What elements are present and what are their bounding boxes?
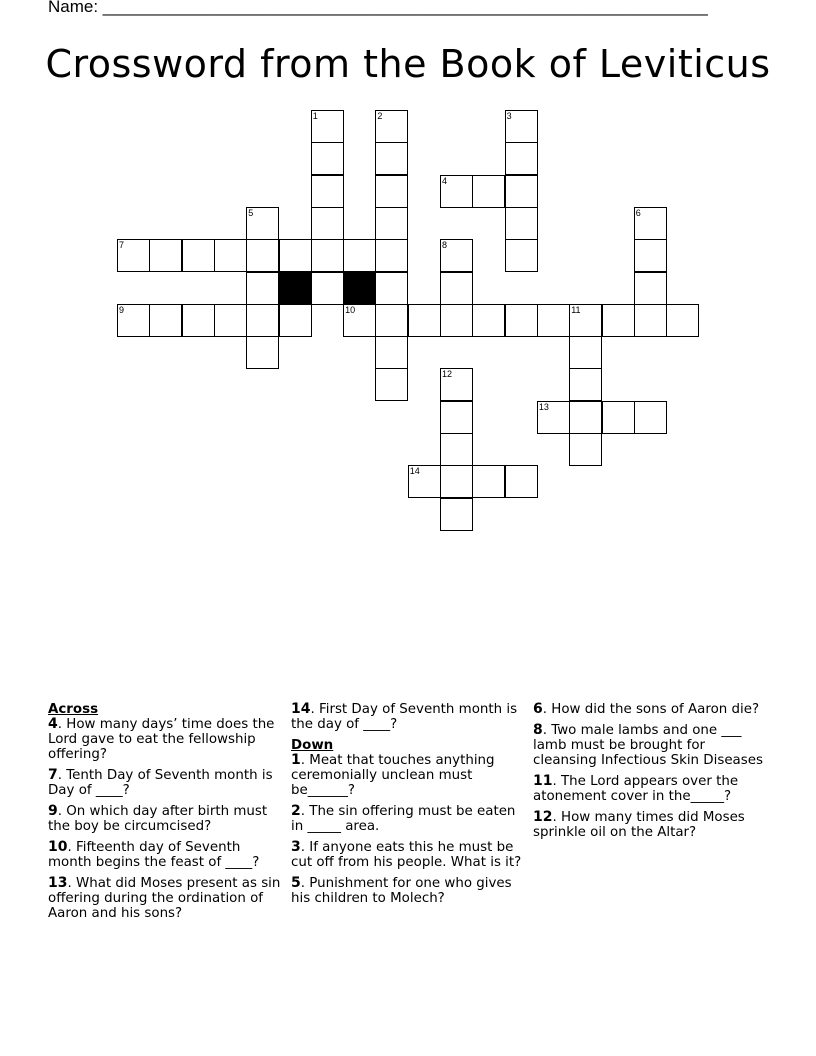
crossword-cell[interactable] bbox=[343, 304, 376, 337]
clue-item bbox=[533, 702, 769, 717]
cell-number: 1 bbox=[312, 111, 318, 121]
clue-number: 2 bbox=[291, 803, 301, 819]
clue-text: . What did Moses present as sin offering during the ordination of Aaron and his sons? bbox=[48, 876, 281, 921]
crossword-cell[interactable] bbox=[279, 304, 312, 337]
crossword-cell[interactable] bbox=[602, 401, 635, 434]
crossword-cell[interactable] bbox=[440, 401, 473, 434]
clue-item bbox=[291, 702, 527, 732]
cell-number: 11 bbox=[571, 304, 581, 315]
crossword-cell[interactable] bbox=[505, 175, 538, 208]
cell-number: 14 bbox=[409, 466, 420, 477]
clue-number: 13 bbox=[48, 875, 68, 891]
crossword-cell[interactable] bbox=[246, 336, 279, 369]
clue-item bbox=[48, 840, 284, 870]
crossword-cell[interactable] bbox=[182, 304, 215, 337]
cell-number: 10 bbox=[345, 304, 356, 315]
clue-text: . The Lord appears over the atonement cover in the_____? bbox=[533, 774, 739, 804]
crossword-cell[interactable] bbox=[149, 239, 182, 272]
clue-heading: Down bbox=[291, 738, 334, 753]
clue-text: . How did the sons of Aaron die? bbox=[542, 702, 760, 717]
crossword-cell[interactable] bbox=[505, 304, 538, 337]
clue-item bbox=[291, 876, 527, 906]
crossword-cell[interactable] bbox=[634, 207, 667, 240]
crossword-cell[interactable] bbox=[440, 304, 473, 337]
crossword-cell[interactable] bbox=[537, 401, 570, 434]
clue-text: . First Day of Seventh month is the day of ____? bbox=[291, 702, 518, 732]
crossword-cell[interactable] bbox=[117, 239, 150, 272]
crossword-cell[interactable] bbox=[440, 498, 473, 531]
crossword-cell[interactable] bbox=[440, 433, 473, 466]
cell-number: 7 bbox=[119, 240, 125, 251]
crossword-cell[interactable] bbox=[569, 304, 602, 337]
crossword-cell[interactable] bbox=[375, 207, 408, 240]
clue-item bbox=[48, 876, 284, 921]
crossword-cell[interactable] bbox=[246, 304, 279, 337]
clue-number: 10 bbox=[48, 839, 68, 855]
cell-number: 4 bbox=[442, 175, 448, 186]
cell-number: 3 bbox=[506, 111, 512, 121]
crossword-cell[interactable] bbox=[505, 207, 538, 240]
crossword-cell[interactable] bbox=[634, 401, 667, 434]
crossword-cell[interactable] bbox=[375, 272, 408, 305]
clue-number: 1 bbox=[291, 752, 301, 768]
clue-text: . How many times did Moses sprinkle oil on the Altar? bbox=[533, 810, 745, 840]
crossword-cell[interactable] bbox=[569, 433, 602, 466]
crossword-cell[interactable] bbox=[311, 272, 344, 305]
clue-number: 8 bbox=[533, 722, 543, 738]
clue-item bbox=[533, 723, 769, 768]
crossword-cell[interactable] bbox=[472, 304, 505, 337]
crossword-cell[interactable] bbox=[505, 239, 538, 272]
crossword-cell[interactable] bbox=[246, 207, 279, 240]
name-field[interactable]: Name: ________________________________________________________________ bbox=[48, 0, 708, 16]
clue-item bbox=[48, 804, 284, 834]
clue-column-across bbox=[48, 702, 284, 927]
crossword-cell[interactable] bbox=[375, 304, 408, 337]
crossword-cell[interactable] bbox=[472, 465, 505, 498]
clue-number: 14 bbox=[291, 701, 311, 717]
page-title: Crossword from the Book of Leviticus bbox=[45, 42, 771, 86]
clue-item bbox=[48, 768, 284, 798]
crossword-cell[interactable] bbox=[343, 239, 376, 272]
clue-text: . Punishment for one who gives his children to Molech? bbox=[291, 876, 512, 906]
clue-item bbox=[291, 804, 527, 834]
clue-text: . Meat that touches anything ceremonially unclean must be______? bbox=[291, 753, 495, 798]
crossword-cell[interactable] bbox=[182, 239, 215, 272]
crossword-cell[interactable] bbox=[279, 239, 312, 272]
clue-number: 5 bbox=[291, 875, 301, 891]
crossword-cell[interactable] bbox=[375, 175, 408, 208]
clue-number: 11 bbox=[533, 773, 553, 789]
clue-item bbox=[291, 840, 527, 870]
crossword-cell[interactable] bbox=[408, 304, 441, 337]
crossword-cell[interactable] bbox=[634, 272, 667, 305]
crossword-cell[interactable] bbox=[246, 239, 279, 272]
crossword-cell[interactable] bbox=[375, 142, 408, 175]
crossword-cell[interactable] bbox=[505, 110, 538, 143]
clue-number: 3 bbox=[291, 839, 301, 855]
crossword-block bbox=[343, 272, 376, 305]
crossword-cell[interactable] bbox=[440, 465, 473, 498]
crossword-cell[interactable] bbox=[472, 175, 505, 208]
crossword-cell[interactable] bbox=[214, 239, 247, 272]
crossword-cell[interactable] bbox=[375, 336, 408, 369]
clue-text: . Fifteenth day of Seventh month begins the feast of ____? bbox=[48, 840, 260, 870]
clue-item bbox=[533, 810, 769, 840]
crossword-cell[interactable] bbox=[537, 304, 570, 337]
crossword-cell[interactable] bbox=[214, 304, 247, 337]
crossword-cell[interactable] bbox=[311, 239, 344, 272]
clue-text: . The sin offering must be eaten in _____ area. bbox=[291, 804, 516, 834]
crossword-cell[interactable] bbox=[311, 175, 344, 208]
crossword-cell[interactable] bbox=[440, 368, 473, 401]
crossword-cell[interactable] bbox=[408, 465, 441, 498]
clue-text: . On which day after birth must the boy be circumcised? bbox=[48, 804, 268, 834]
crossword-cell[interactable] bbox=[149, 304, 182, 337]
crossword-cell[interactable] bbox=[440, 175, 473, 208]
clue-text: . If anyone eats this he must be cut off from his people. What is it? bbox=[291, 840, 522, 870]
crossword-cell[interactable] bbox=[634, 239, 667, 272]
crossword-cell[interactable] bbox=[311, 207, 344, 240]
clue-item bbox=[48, 717, 284, 762]
crossword-cell[interactable] bbox=[505, 465, 538, 498]
cell-number: 2 bbox=[377, 111, 383, 121]
crossword-cell[interactable] bbox=[666, 304, 699, 337]
crossword-cell[interactable] bbox=[505, 142, 538, 175]
crossword-cell[interactable] bbox=[634, 304, 667, 337]
crossword-cell[interactable] bbox=[602, 304, 635, 337]
clue-number: 7 bbox=[48, 767, 58, 783]
clue-number: 4 bbox=[48, 716, 58, 732]
cell-number: 8 bbox=[442, 240, 448, 251]
crossword-cell[interactable] bbox=[440, 239, 473, 272]
crossword-cell[interactable] bbox=[375, 110, 408, 143]
cell-number: 5 bbox=[248, 207, 254, 218]
crossword-cell[interactable] bbox=[311, 142, 344, 175]
clue-item bbox=[291, 753, 527, 798]
crossword-cell[interactable] bbox=[569, 368, 602, 401]
crossword-cell[interactable] bbox=[569, 401, 602, 434]
crossword-block bbox=[279, 272, 312, 305]
crossword-cell[interactable] bbox=[569, 336, 602, 369]
cell-number: 9 bbox=[119, 304, 125, 315]
clue-item bbox=[533, 774, 769, 804]
clue-number: 12 bbox=[533, 809, 553, 825]
clue-text: . Tenth Day of Seventh month is Day of ____? bbox=[48, 768, 273, 798]
clue-heading: Across bbox=[48, 702, 99, 717]
clue-text: . Two male lambs and one ___ lamb must be brought for cleansing Infectious Skin Diseases bbox=[533, 723, 763, 768]
crossword-cell[interactable] bbox=[375, 239, 408, 272]
clue-column-middle bbox=[291, 702, 527, 912]
crossword-cell[interactable] bbox=[440, 272, 473, 305]
crossword-cell[interactable] bbox=[117, 304, 150, 337]
clue-text: . How many days’ time does the Lord gave to eat the fellowship offering? bbox=[48, 717, 275, 762]
clue-number: 9 bbox=[48, 803, 58, 819]
crossword-cell[interactable] bbox=[246, 272, 279, 305]
crossword-cell[interactable] bbox=[375, 368, 408, 401]
cell-number: 12 bbox=[442, 369, 453, 380]
clue-number: 6 bbox=[533, 701, 543, 717]
cell-number: 6 bbox=[635, 207, 641, 218]
crossword-cell[interactable] bbox=[311, 110, 344, 143]
clue-column-right bbox=[533, 702, 769, 846]
cell-number: 13 bbox=[538, 401, 549, 412]
